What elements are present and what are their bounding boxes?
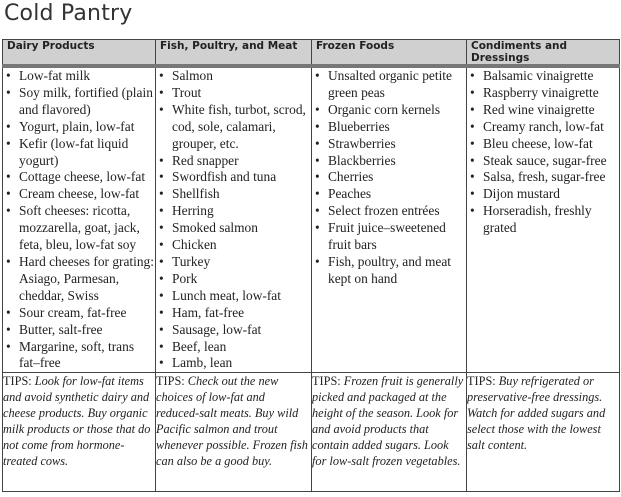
page-title: Cold Pantry (4, 1, 133, 26)
list-item: • Balsamic vinaigrette (467, 68, 619, 85)
list-item: • Red snapper (156, 153, 311, 170)
list-item: • Cherries (312, 169, 466, 186)
list-item: • Lamb, lean (156, 355, 311, 372)
dairy-list (3, 68, 155, 372)
list-item: • Margarine, soft, trans fat–free (3, 339, 155, 373)
fish-items-cell (156, 66, 312, 373)
list-item: • Soft cheeses: ricotta, mozzarella, goat, jack, feta, bleu, low-fat soy (3, 203, 155, 254)
condiments-items-cell (467, 66, 620, 373)
list-item: • Cottage cheese, low-fat (3, 169, 155, 186)
tips-label: TIPS: (467, 374, 496, 389)
list-item: • Raspberry vinaigrette (467, 85, 619, 102)
list-item: • Red wine vinaigrette (467, 102, 619, 119)
list-item: • White fish, turbot, scrod, cod, sole, calamari, grouper, etc. (156, 102, 311, 153)
fish-tips (156, 373, 312, 492)
list-item: • Swordfish and tuna (156, 169, 311, 186)
tips-text: Frozen fruit is generally picked and packaged at the height of the season. Look for and avoid products that contain added sugars. Look for low-salt frozen vegetables. (312, 374, 464, 469)
list-item: • Shellfish (156, 186, 311, 203)
list-item: • Unsalted organic petite green peas (312, 68, 466, 102)
list-item: • Cream cheese, low-fat (3, 186, 155, 203)
dairy-items-cell (3, 66, 156, 373)
list-item: • Butter, salt-free (3, 322, 155, 339)
tips-label: TIPS: (312, 374, 341, 389)
list-item: • Blackberries (312, 153, 466, 170)
list-item: • Hard cheeses for grating: Asiago, Parmesan, cheddar, Swiss (3, 254, 155, 305)
list-item: • Horseradish, freshly grated (467, 203, 619, 237)
list-item: • Sausage, low-fat (156, 322, 311, 339)
fish-poultry-meat-list (156, 68, 311, 372)
list-item: • Steak sauce, sugar-free (467, 153, 619, 170)
frozen-tips (312, 373, 467, 492)
list-item: • Strawberries (312, 136, 466, 153)
list-item: • Kefir (low-fat liquid yogurt) (3, 136, 155, 170)
list-item: • Beef, lean (156, 339, 311, 356)
list-item: • Dijon mustard (467, 186, 619, 203)
list-item: • Fruit juice–sweetened fruit bars (312, 220, 466, 254)
list-item: • Salmon (156, 68, 311, 85)
tips-text: Buy refrigerated or preservative-free dressings. Watch for added sugars and select those with the lowest salt content. (467, 374, 606, 453)
condiments-list (467, 68, 619, 237)
list-item: • Yogurt, plain, low-fat (3, 119, 155, 136)
list-item: • Trout (156, 85, 311, 102)
list-item: • Lunch meat, low-fat (156, 288, 311, 305)
list-item: • Creamy ranch, low-fat (467, 119, 619, 136)
list-item: • Sour cream, fat-free (3, 305, 155, 322)
frozen-items-cell (312, 66, 467, 373)
tips-label: TIPS: (156, 374, 185, 389)
list-item: • Salsa, fresh, sugar-free (467, 169, 619, 186)
list-item: • Fish, poultry, and meat kept on hand (312, 254, 466, 288)
list-item: • Turkey (156, 254, 311, 271)
list-item: • Chicken (156, 237, 311, 254)
frozen-foods-list (312, 68, 466, 288)
list-item: • Ham, fat-free (156, 305, 311, 322)
list-item: • Pork (156, 271, 311, 288)
list-item: • Soy milk, fortified (plain and flavored) (3, 85, 155, 119)
list-item: • Bleu cheese, low-fat (467, 136, 619, 153)
dairy-tips (3, 373, 156, 492)
list-item: • Peaches (312, 186, 466, 203)
column-header-frozen-foods: Frozen Foods (312, 40, 467, 67)
list-item: • Organic corn kernels (312, 102, 466, 119)
tips-label: TIPS: (3, 374, 32, 389)
list-item: • Low-fat milk (3, 68, 155, 85)
tips-text: Check out the new choices of low-fat and reduced-salt meats. Buy wild Pacific salmon and trout whenever possible. Frozen fish can also be a good buy. (156, 374, 308, 469)
list-item: • Select frozen entrées (312, 203, 466, 220)
column-header-dairy: Dairy Products (3, 40, 156, 67)
list-item: • Herring (156, 203, 311, 220)
column-header-condiments: Condiments and Dressings (467, 40, 620, 67)
cold-pantry-table (2, 39, 620, 492)
condiments-tips (467, 373, 620, 492)
list-item: • Blueberries (312, 119, 466, 136)
column-header-fish-poultry-meat: Fish, Poultry, and Meat (156, 40, 312, 67)
tips-text: Look for low-fat items and avoid synthetic dairy and cheese products. Buy organic milk products or those that do not come from hormone-treated cows. (3, 374, 151, 469)
list-item: • Smoked salmon (156, 220, 311, 237)
